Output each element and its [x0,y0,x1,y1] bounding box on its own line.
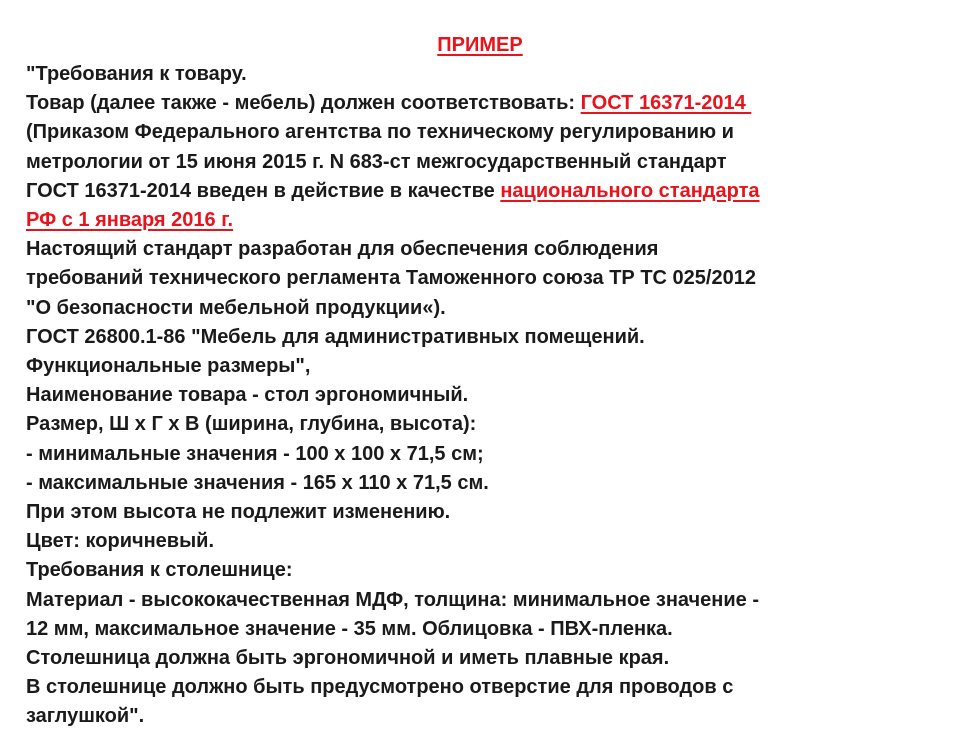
text-line: Функциональные размеры", [26,355,311,378]
text-line: Требования к столешнице: [26,559,293,582]
text-fragment: ГОСТ 16371-2014 введен в действие в качестве [26,179,501,202]
text-line [26,89,946,118]
gost-16371-link[interactable]: ГОСТ 16371-2014 [580,92,752,115]
text-line: Материал - высококачественная МДФ, толщина: минимальное значение - [26,588,759,611]
national-standard-link-continued[interactable]: РФ с 1 января 2016 г. [26,209,234,232]
text-line: требований технического регламента Таможенного союза ТР ТС 025/2012 [26,267,756,290]
text-line: "Требования к товару. [26,63,247,85]
text-line: Цвет: коричневый. [26,530,215,553]
text-line: ГОСТ 26800.1-86 "Мебель для административных помещений. [26,325,645,348]
text-fragment: Товар (далее также - мебель) должен соответствовать: [26,92,581,115]
text-line: метрологии от 15 июня 2015 г. N 683-ст межгосударственный стандарт [26,150,727,173]
text-line: Размер, Ш х Г х В (ширина, глубина, высота): [26,413,477,436]
text-line: В столешнице должно быть предусмотрено отверстие для проводов с [26,676,734,699]
national-standard-link[interactable]: национального стандарта [500,179,760,202]
text-line: Настоящий стандарт разработан для обеспечения соблюдения [26,238,659,261]
document-body [26,60,946,732]
text-line: - минимальные значения - 100 х 100 х 71,5 см; [26,442,484,465]
text-line: 12 мм, максимальное значение - 35 мм. Облицовка - ПВХ-пленка. [26,617,673,640]
text-line: заглушкой". [26,705,145,728]
text-line [26,177,946,206]
text-line: (Приказом Федерального агентства по техническому регулированию и [26,121,734,144]
text-line: Наименование товара - стол эргономичный. [26,384,469,407]
text-line [26,206,946,235]
text-line: Столешница должна быть эргономичной и иметь плавные края. [26,647,670,670]
text-line: При этом высота не подлежит изменению. [26,501,451,524]
slide-title: ПРИМЕР [437,34,523,56]
text-line: "О безопасности мебельной продукции«). [26,296,446,319]
text-line: - максимальные значения - 165 х 110 х 71,5 см. [26,471,489,494]
